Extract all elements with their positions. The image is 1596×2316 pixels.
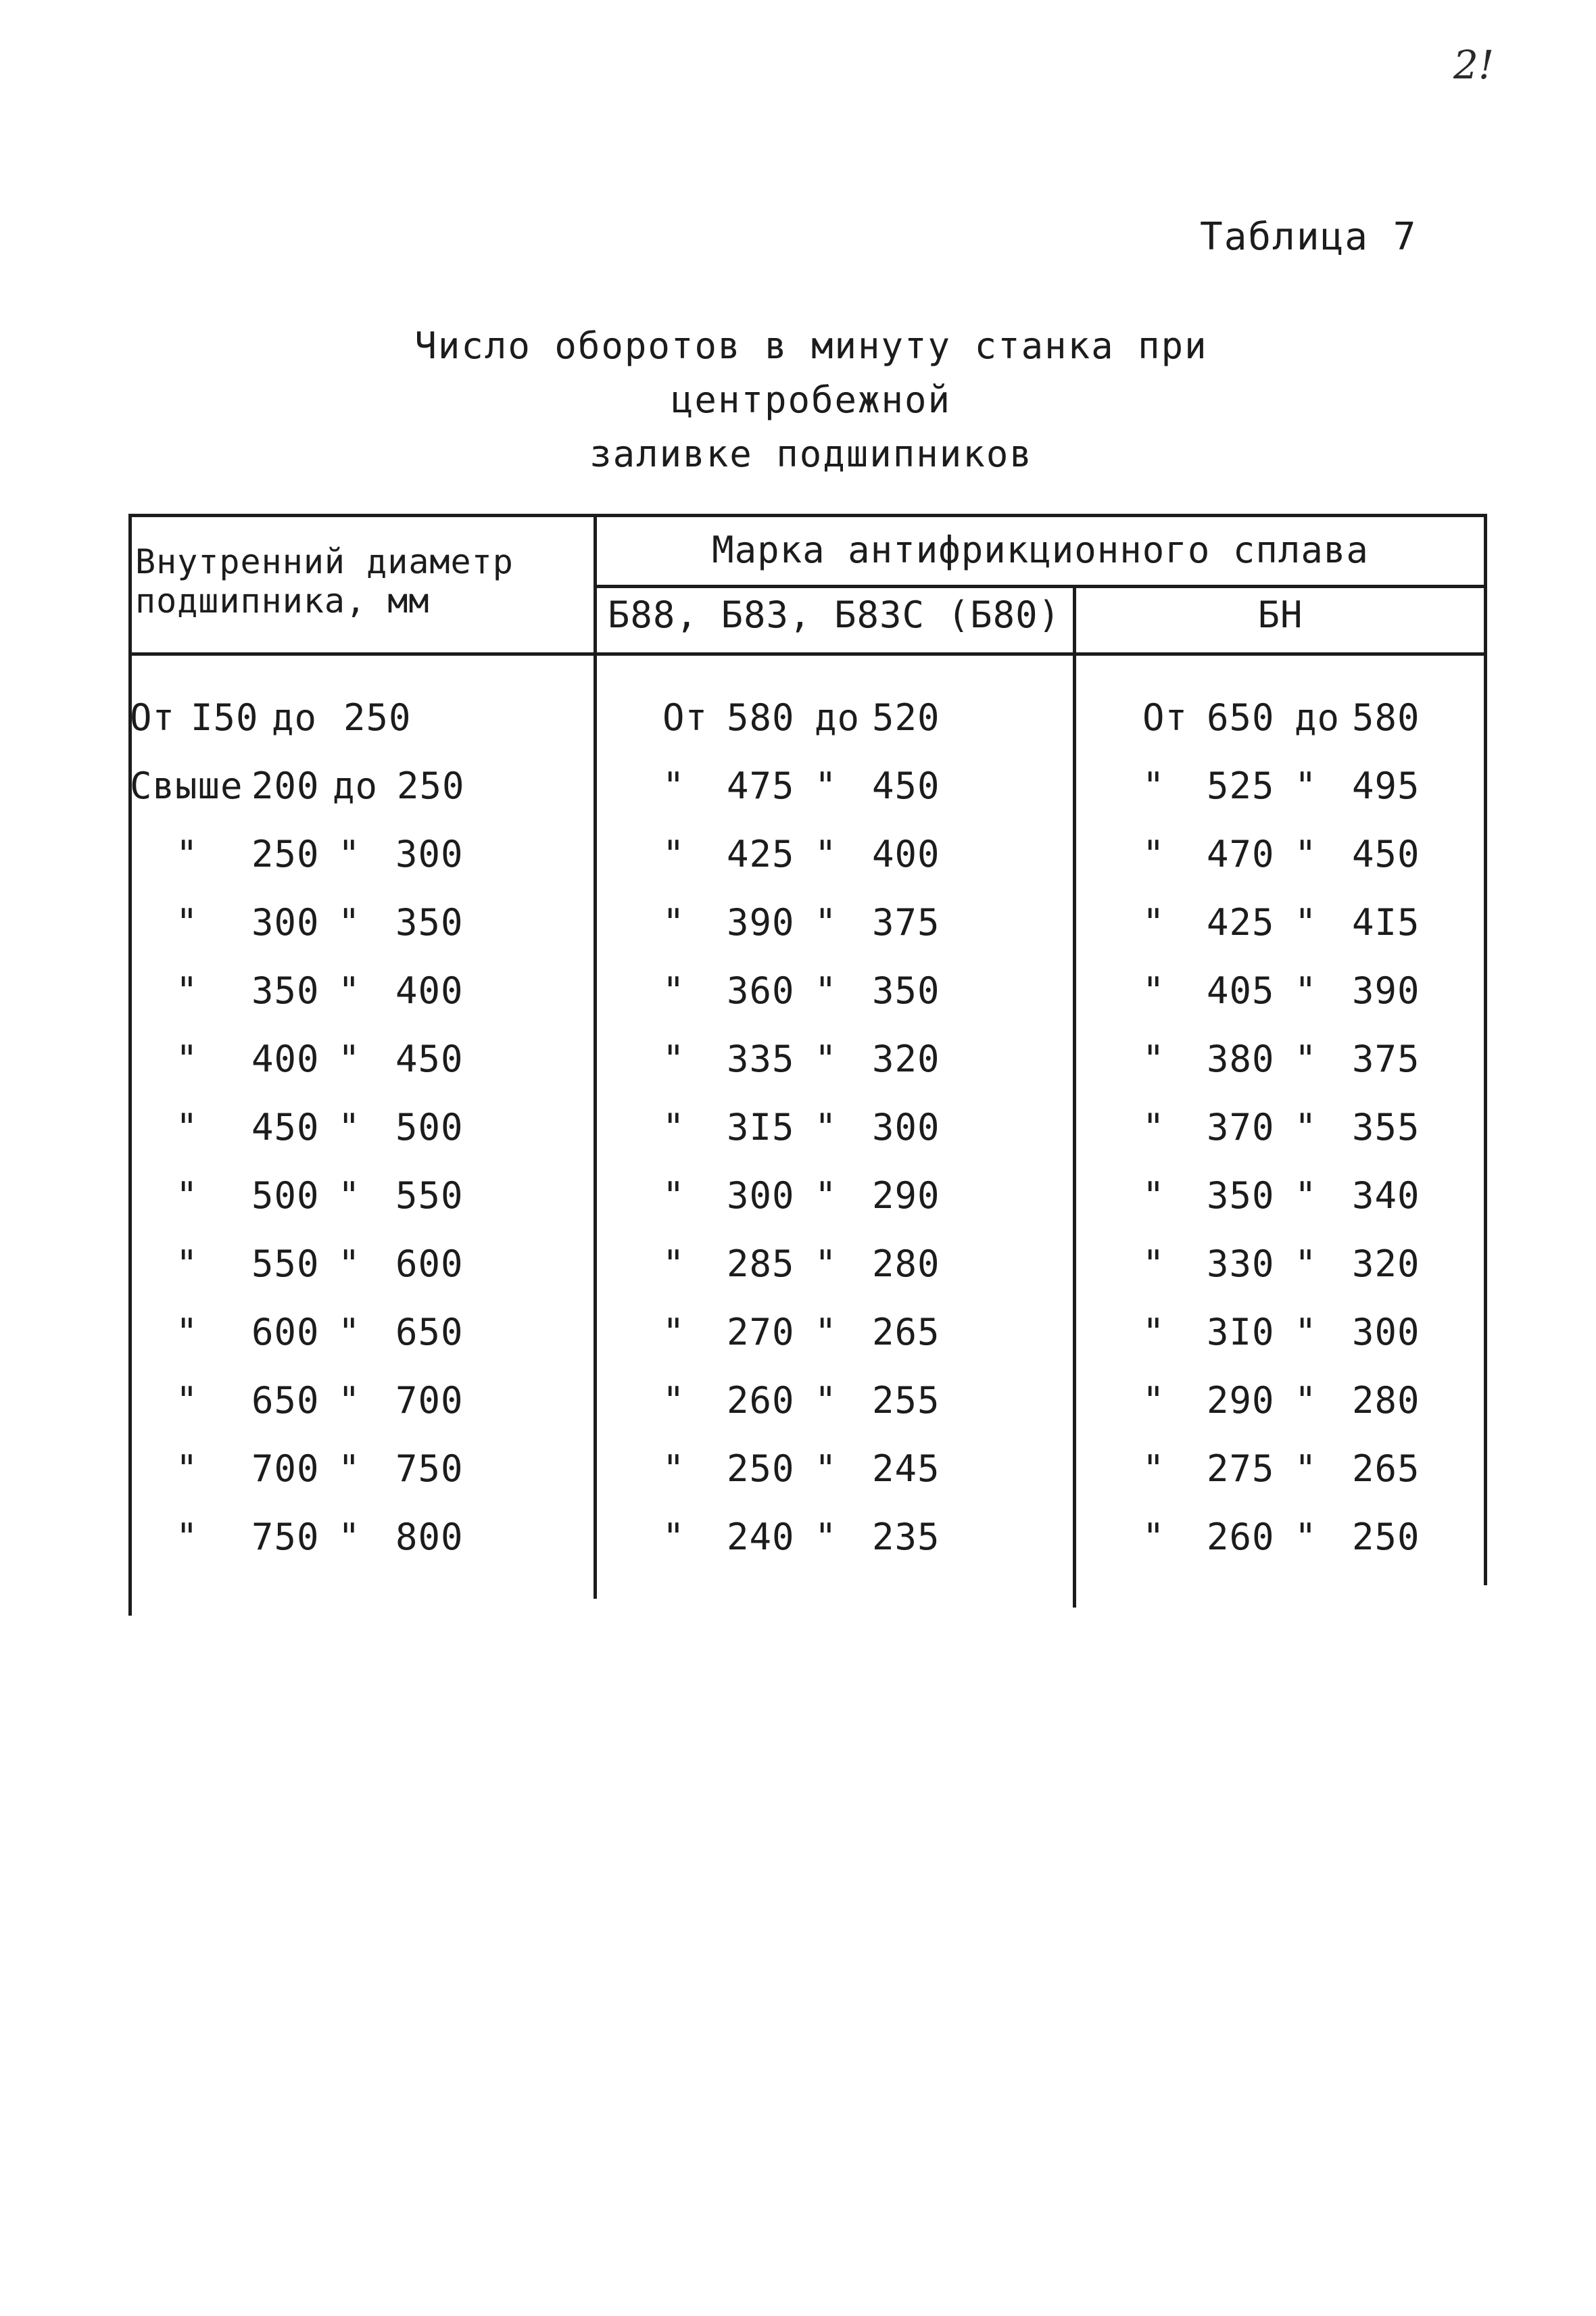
cell-inner-diameter-part: " (338, 1106, 361, 1149)
table-row (128, 969, 1487, 1037)
cell-rpm-b88-part: " (662, 1447, 685, 1490)
cell-inner-diameter-part: " (176, 833, 199, 875)
cell-rpm-b88-part: 240 (727, 1516, 795, 1558)
cell-rpm-b88-part: " (815, 765, 838, 807)
cell-rpm-bn-part: " (1295, 901, 1317, 944)
cell-rpm-b88-part: От (662, 696, 708, 739)
cell-inner-diameter-part: 750 (251, 1516, 320, 1558)
table-row (128, 1038, 1487, 1105)
header-alloy-b88: Б88, Б83, Б83С (Б80) (607, 594, 1061, 636)
cell-rpm-bn-part: 470 (1207, 833, 1275, 875)
cell-rpm-bn-part: " (1295, 1038, 1317, 1080)
cell-inner-diameter-part: 400 (251, 1038, 320, 1080)
cell-rpm-b88-part: " (662, 1174, 685, 1217)
cell-rpm-b88-part: 285 (727, 1243, 795, 1285)
cell-inner-diameter-part: " (338, 1447, 361, 1490)
cell-rpm-b88-part: " (662, 833, 685, 875)
cell-rpm-b88-part: " (815, 1106, 838, 1149)
cell-rpm-b88-part: " (662, 969, 685, 1012)
table-row (128, 901, 1487, 969)
cell-rpm-b88-part: " (815, 833, 838, 875)
cell-rpm-bn-part: " (1295, 1516, 1317, 1558)
cell-rpm-b88-part: 300 (727, 1174, 795, 1217)
cell-rpm-bn-part: 450 (1352, 833, 1420, 875)
cell-rpm-bn-part: 340 (1352, 1174, 1420, 1217)
cell-rpm-bn-part: 580 (1352, 696, 1420, 739)
table-title (270, 319, 1352, 481)
table-row (128, 833, 1487, 900)
cell-rpm-b88-part: 270 (727, 1311, 795, 1353)
cell-rpm-bn-part: " (1142, 1174, 1165, 1217)
cell-inner-diameter-part: 700 (251, 1447, 320, 1490)
cell-rpm-b88-part: 250 (727, 1447, 795, 1490)
cell-rpm-b88-part: " (815, 1038, 838, 1080)
cell-inner-diameter-part: 300 (395, 833, 464, 875)
cell-rpm-b88-part: 400 (872, 833, 940, 875)
header-inner-diameter (135, 542, 514, 621)
cell-inner-diameter-part: Свыше (130, 765, 243, 807)
table-row (128, 1379, 1487, 1447)
cell-rpm-bn-part: " (1142, 969, 1165, 1012)
cell-rpm-bn-part: 320 (1352, 1243, 1420, 1285)
cell-rpm-bn-part: " (1295, 765, 1317, 807)
table-title-line: Число оборотов в минуту станка при центробежной (414, 324, 1208, 421)
table-row (128, 765, 1487, 832)
cell-rpm-b88-part: " (815, 1447, 838, 1490)
cell-inner-diameter-part: От (130, 696, 176, 739)
group-header-divider (595, 585, 1486, 588)
cell-rpm-bn-part: " (1142, 1447, 1165, 1490)
cell-rpm-bn-part: 275 (1207, 1447, 1275, 1490)
cell-rpm-b88-part: " (815, 969, 838, 1012)
cell-rpm-bn-part: " (1142, 1516, 1165, 1558)
cell-rpm-b88-part: 245 (872, 1447, 940, 1490)
cell-rpm-b88-part: 255 (872, 1379, 940, 1422)
cell-rpm-b88-part: " (815, 1243, 838, 1285)
cell-rpm-b88-part: 375 (872, 901, 940, 944)
cell-rpm-bn-part: 260 (1207, 1516, 1275, 1558)
cell-rpm-bn-part: 290 (1207, 1379, 1275, 1422)
cell-rpm-bn-part: 390 (1352, 969, 1420, 1012)
cell-inner-diameter-part: " (338, 1174, 361, 1217)
cell-rpm-bn-part: 650 (1207, 696, 1275, 739)
table-top-border (128, 514, 1487, 517)
cell-rpm-bn-part: " (1295, 1447, 1317, 1490)
cell-inner-diameter-part: 250 (397, 765, 465, 807)
cell-rpm-bn-part: до (1295, 696, 1340, 739)
table-row (128, 1516, 1487, 1583)
cell-rpm-b88-part: 3I5 (727, 1106, 795, 1149)
cell-inner-diameter-part: 550 (395, 1174, 464, 1217)
cell-inner-diameter-part: 300 (251, 901, 320, 944)
cell-inner-diameter-part: " (338, 1516, 361, 1558)
header-alloy-grade: Марка антифрикционного сплава (712, 529, 1369, 571)
cell-inner-diameter-part: 450 (395, 1038, 464, 1080)
cell-rpm-bn-part: " (1295, 833, 1317, 875)
cell-rpm-bn-part: 425 (1207, 901, 1275, 944)
table-row (128, 1106, 1487, 1174)
cell-inner-diameter-part: " (176, 1174, 199, 1217)
cell-rpm-b88-part: 280 (872, 1243, 940, 1285)
header-bottom-border (128, 652, 1487, 656)
cell-inner-diameter-part: " (338, 901, 361, 944)
cell-rpm-b88-part: " (662, 765, 685, 807)
cell-inner-diameter-part: " (176, 1379, 199, 1422)
cell-rpm-bn-part: 370 (1207, 1106, 1275, 1149)
cell-rpm-b88-part: 320 (872, 1038, 940, 1080)
cell-inner-diameter-part: 800 (395, 1516, 464, 1558)
cell-inner-diameter-part: " (338, 1243, 361, 1285)
cell-inner-diameter-part: " (338, 1379, 361, 1422)
cell-inner-diameter-part: 600 (251, 1311, 320, 1353)
cell-rpm-bn-part: " (1295, 1174, 1317, 1217)
cell-inner-diameter-part: " (176, 1038, 199, 1080)
cell-rpm-b88-part: " (815, 1311, 838, 1353)
table-row (128, 696, 1487, 764)
cell-rpm-b88-part: 260 (727, 1379, 795, 1422)
cell-rpm-bn-part: " (1295, 969, 1317, 1012)
cell-rpm-b88-part: 290 (872, 1174, 940, 1217)
cell-rpm-bn-part: От (1142, 696, 1188, 739)
cell-inner-diameter-part: 450 (251, 1106, 320, 1149)
cell-rpm-bn-part: " (1142, 1243, 1165, 1285)
cell-inner-diameter-part: 350 (395, 901, 464, 944)
cell-rpm-bn-part: 495 (1352, 765, 1420, 807)
cell-inner-diameter-part: 500 (251, 1174, 320, 1217)
table-row (128, 1174, 1487, 1242)
cell-rpm-b88-part: " (815, 901, 838, 944)
cell-rpm-b88-part: 300 (872, 1106, 940, 1149)
table-row (128, 1243, 1487, 1310)
cell-inner-diameter-part: " (176, 1243, 199, 1285)
cell-rpm-bn-part: " (1295, 1106, 1317, 1149)
cell-inner-diameter-part: " (176, 1106, 199, 1149)
cell-inner-diameter-part: 500 (395, 1106, 464, 1149)
cell-inner-diameter-part: 400 (395, 969, 464, 1012)
cell-rpm-bn-part: " (1295, 1379, 1317, 1422)
cell-rpm-b88-part: " (815, 1516, 838, 1558)
cell-rpm-bn-part: 300 (1352, 1311, 1420, 1353)
cell-rpm-b88-part: " (662, 901, 685, 944)
cell-rpm-bn-part: " (1142, 1379, 1165, 1422)
cell-rpm-b88-part: " (662, 1516, 685, 1558)
data-table (128, 514, 1487, 1616)
cell-rpm-b88-part: 475 (727, 765, 795, 807)
cell-rpm-bn-part: 3I0 (1207, 1311, 1275, 1353)
cell-rpm-b88-part: " (662, 1243, 685, 1285)
cell-rpm-b88-part: 335 (727, 1038, 795, 1080)
cell-rpm-bn-part: " (1142, 901, 1165, 944)
table-row (128, 1311, 1487, 1378)
cell-inner-diameter-part: 650 (395, 1311, 464, 1353)
cell-inner-diameter-part: до (272, 696, 318, 739)
cell-rpm-bn-part: 330 (1207, 1243, 1275, 1285)
cell-rpm-b88-part: " (662, 1038, 685, 1080)
cell-rpm-b88-part: 235 (872, 1516, 940, 1558)
cell-rpm-b88-part: 390 (727, 901, 795, 944)
cell-rpm-b88-part: до (815, 696, 861, 739)
cell-rpm-b88-part: 360 (727, 969, 795, 1012)
cell-rpm-b88-part: 425 (727, 833, 795, 875)
cell-rpm-bn-part: 355 (1352, 1106, 1420, 1149)
cell-inner-diameter-part: " (176, 1516, 199, 1558)
cell-inner-diameter-part: 600 (395, 1243, 464, 1285)
header-line: Внутренний диаметр (135, 542, 514, 581)
cell-rpm-bn-part: " (1142, 1311, 1165, 1353)
cell-inner-diameter-part: 700 (395, 1379, 464, 1422)
cell-rpm-bn-part: " (1295, 1311, 1317, 1353)
table-title-line: заливке подшипников (589, 433, 1033, 475)
cell-inner-diameter-part: 250 (343, 696, 412, 739)
cell-rpm-b88-part: 520 (872, 696, 940, 739)
table-row (128, 1447, 1487, 1515)
cell-inner-diameter-part: " (338, 833, 361, 875)
page-number: 2! (1453, 42, 1495, 88)
cell-rpm-bn-part: " (1142, 1038, 1165, 1080)
cell-rpm-bn-part: " (1142, 1106, 1165, 1149)
cell-rpm-b88-part: " (662, 1311, 685, 1353)
cell-inner-diameter-part: " (338, 1311, 361, 1353)
cell-inner-diameter-part: 350 (251, 969, 320, 1012)
cell-rpm-b88-part: " (815, 1174, 838, 1217)
cell-inner-diameter-part: I50 (191, 696, 259, 739)
cell-rpm-b88-part: " (815, 1379, 838, 1422)
cell-rpm-bn-part: " (1142, 765, 1165, 807)
cell-rpm-b88-part: 265 (872, 1311, 940, 1353)
cell-inner-diameter-part: " (338, 969, 361, 1012)
cell-rpm-b88-part: 350 (872, 969, 940, 1012)
cell-inner-diameter-part: 550 (251, 1243, 320, 1285)
cell-rpm-b88-part: " (662, 1106, 685, 1149)
cell-rpm-bn-part: 405 (1207, 969, 1275, 1012)
cell-inner-diameter-part: " (176, 901, 199, 944)
cell-rpm-b88-part: " (662, 1379, 685, 1422)
cell-rpm-bn-part: 380 (1207, 1038, 1275, 1080)
cell-inner-diameter-part: " (338, 1038, 361, 1080)
cell-inner-diameter-part: 200 (251, 765, 320, 807)
cell-rpm-bn-part: 4I5 (1352, 901, 1420, 944)
cell-inner-diameter-part: " (176, 1447, 199, 1490)
cell-rpm-bn-part: 525 (1207, 765, 1275, 807)
cell-inner-diameter-part: 650 (251, 1379, 320, 1422)
cell-rpm-bn-part: 250 (1352, 1516, 1420, 1558)
cell-rpm-bn-part: " (1295, 1243, 1317, 1285)
cell-rpm-b88-part: 450 (872, 765, 940, 807)
cell-rpm-bn-part: 280 (1352, 1379, 1420, 1422)
cell-inner-diameter-part: " (176, 969, 199, 1012)
cell-inner-diameter-part: до (333, 765, 379, 807)
cell-inner-diameter-part: 250 (251, 833, 320, 875)
table-label: Таблица 7 (1200, 215, 1418, 259)
cell-inner-diameter-part: 750 (395, 1447, 464, 1490)
header-line: подшипника, мм (135, 581, 430, 621)
cell-rpm-bn-part: " (1142, 833, 1165, 875)
cell-inner-diameter-part: " (176, 1311, 199, 1353)
cell-rpm-bn-part: 350 (1207, 1174, 1275, 1217)
cell-rpm-b88-part: 580 (727, 696, 795, 739)
header-alloy-bn: БН (1257, 594, 1303, 636)
cell-rpm-bn-part: 375 (1352, 1038, 1420, 1080)
cell-rpm-bn-part: 265 (1352, 1447, 1420, 1490)
